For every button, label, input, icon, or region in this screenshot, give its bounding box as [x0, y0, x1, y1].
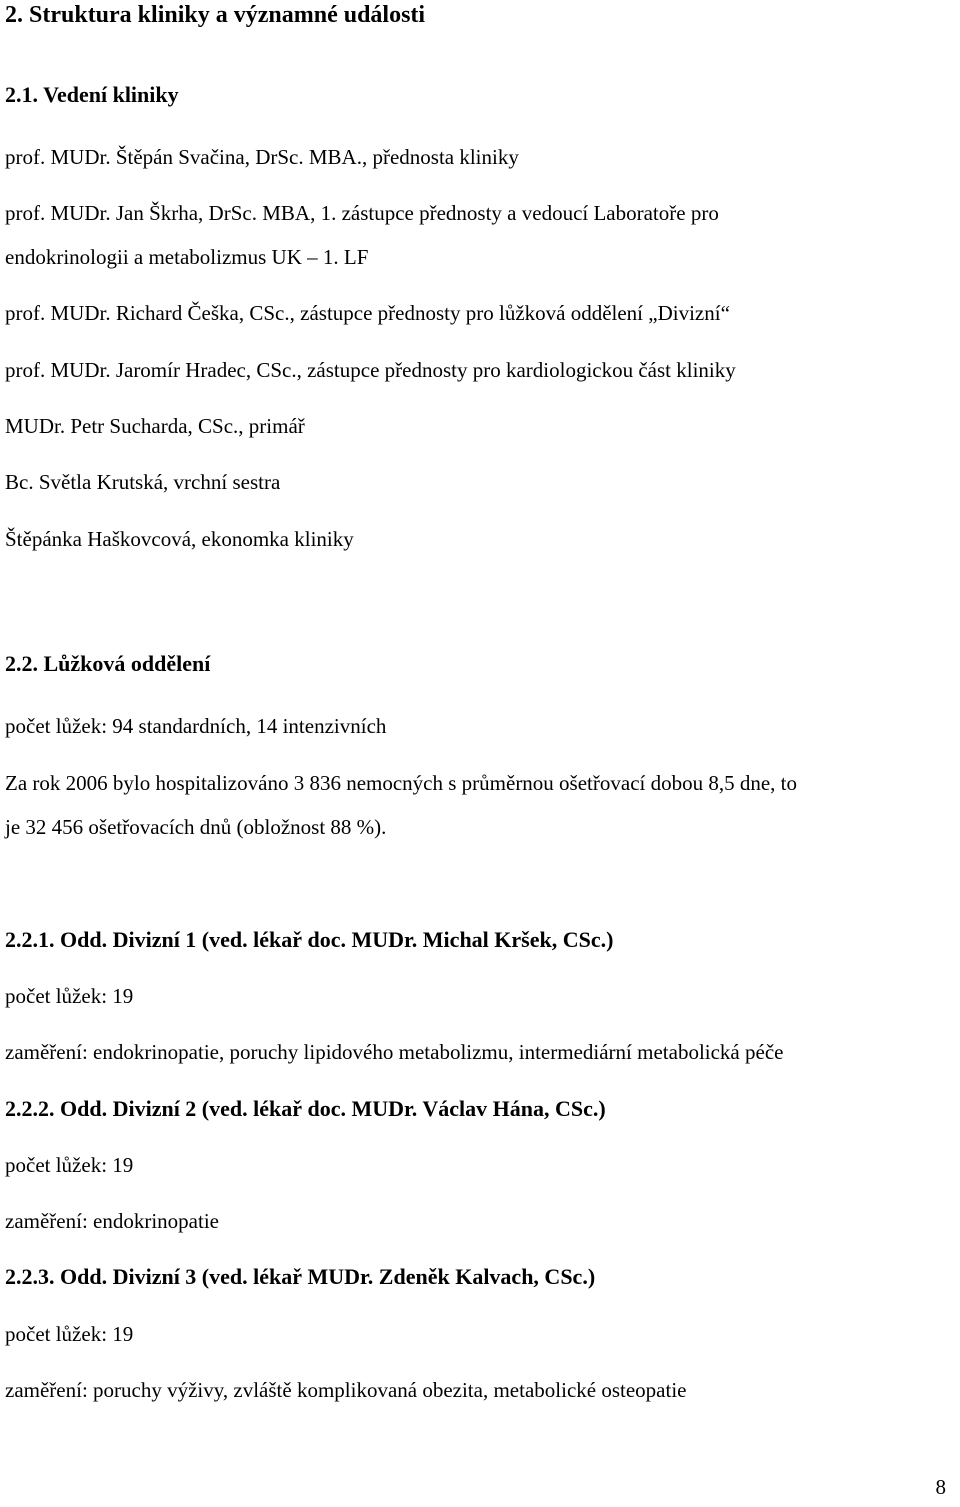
leadership-line: prof. MUDr. Jan Škrha, DrSc. MBA, 1. zástupce přednosty a vedoucí Laboratoře pro	[5, 201, 719, 225]
leadership-line: Štěpánka Haškovcová, ekonomka kliniky	[5, 527, 354, 551]
department-beds: počet lůžek: 19	[5, 1153, 134, 1177]
leadership-line: prof. MUDr. Richard Češka, CSc., zástupce přednosty pro lůžková oddělení „Divizní“	[5, 301, 730, 325]
department-beds: počet lůžek: 19	[5, 984, 134, 1008]
department-heading: 2.2.3. Odd. Divizní 3 (ved. lékař MUDr. Zdeněk Kalvach, CSc.)	[5, 1264, 596, 1289]
wards-stats: je 32 456 ošetřovacích dnů (obložnost 88 %).	[5, 815, 387, 839]
department-focus: zaměření: poruchy výživy, zvláště komplikovaná obezita, metabolické osteopatie	[5, 1378, 687, 1402]
leadership-heading: 2.1. Vedení kliniky	[5, 82, 179, 107]
leadership-line: Bc. Světla Krutská, vrchní sestra	[5, 470, 281, 494]
department-focus: zaměření: endokrinopatie, poruchy lipidového metabolizmu, intermediární metabolická péče	[5, 1040, 784, 1064]
department-beds: počet lůžek: 19	[5, 1322, 134, 1346]
leadership-line: MUDr. Petr Sucharda, CSc., primář	[5, 414, 305, 438]
leadership-line: prof. MUDr. Jaromír Hradec, CSc., zástupce přednosty pro kardiologickou část kliniky	[5, 358, 736, 382]
leadership-line: prof. MUDr. Štěpán Svačina, DrSc. MBA., přednosta kliniky	[5, 145, 519, 169]
department-heading: 2.2.1. Odd. Divizní 1 (ved. lékař doc. MUDr. Michal Kršek, CSc.)	[5, 927, 614, 952]
section-title: 2. Struktura kliniky a významné události	[5, 2, 426, 28]
department-heading: 2.2.2. Odd. Divizní 2 (ved. lékař doc. MUDr. Václav Hána, CSc.)	[5, 1096, 606, 1121]
page-number: 8	[935, 1475, 946, 1499]
leadership-line: endokrinologii a metabolizmus UK – 1. LF	[5, 245, 369, 269]
wards-beds: počet lůžek: 94 standardních, 14 intenzivních	[5, 714, 387, 738]
wards-stats: Za rok 2006 bylo hospitalizováno 3 836 nemocných s průměrnou ošetřovací dobou 8,5 dne, to	[5, 771, 798, 795]
wards-heading: 2.2. Lůžková oddělení	[5, 651, 211, 676]
department-focus: zaměření: endokrinopatie	[5, 1209, 219, 1233]
